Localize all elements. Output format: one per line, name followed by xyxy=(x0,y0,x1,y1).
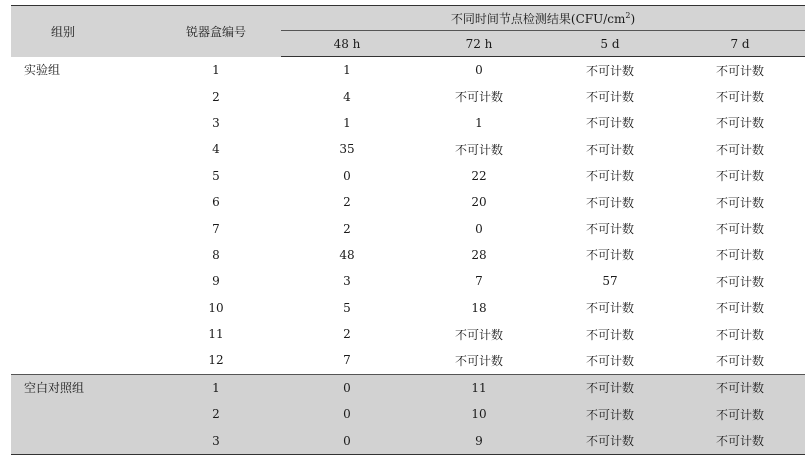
table-row xyxy=(11,57,805,84)
result-48h-cell: 0 xyxy=(281,427,413,454)
result-48h-cell: 1 xyxy=(343,115,351,130)
result-7d-cell: 不可计数 xyxy=(716,195,765,210)
table-row xyxy=(11,321,805,347)
table-row xyxy=(11,427,805,454)
result-5d-cell: 不可计数 xyxy=(585,248,634,263)
box-number-cell: 3 xyxy=(151,427,281,454)
table-header xyxy=(11,6,805,57)
table-row xyxy=(11,136,805,162)
box-number-cell: 7 xyxy=(212,221,220,236)
group-cell xyxy=(11,321,151,347)
result-48h-cell: 35 xyxy=(339,142,355,157)
result-48h-cell: 5 xyxy=(343,300,351,315)
result-5d-cell: 不可计数 xyxy=(585,301,634,316)
result-72h-cell: 0 xyxy=(475,63,483,78)
group-cell xyxy=(11,163,151,189)
box-number-cell: 5 xyxy=(212,168,220,183)
results-title: 不同时间节点检测结果(CFU/cm xyxy=(450,11,626,26)
result-7d-cell: 不可计数 xyxy=(716,116,765,131)
group-cell xyxy=(11,347,151,374)
result-48h-cell: 1 xyxy=(343,63,351,78)
result-48h-cell: 7 xyxy=(343,353,351,368)
table-row xyxy=(11,401,805,427)
box-number-cell: 9 xyxy=(212,274,220,289)
table-row xyxy=(11,163,805,189)
table-row xyxy=(11,189,805,215)
result-48h-cell: 48 xyxy=(339,247,355,262)
box-number-cell: 2 xyxy=(151,401,281,427)
table-row xyxy=(11,242,805,268)
result-72h-cell: 18 xyxy=(471,300,487,315)
group-label: 实验组 xyxy=(24,63,61,78)
result-48h-cell: 0 xyxy=(281,401,413,427)
result-48h-cell: 0 xyxy=(281,374,413,401)
result-5d-cell: 不可计数 xyxy=(585,169,634,184)
result-5d-cell: 不可计数 xyxy=(585,142,634,157)
result-72h-cell: 11 xyxy=(413,374,545,401)
timepoint-header-7d: 7 d xyxy=(675,31,805,57)
result-48h-cell: 2 xyxy=(343,195,351,210)
table-row xyxy=(11,374,805,401)
result-5d-cell: 不可计数 xyxy=(585,195,634,210)
result-5d-cell: 不可计数 xyxy=(585,327,634,342)
group-column-header: 组别 xyxy=(11,6,151,57)
result-72h-cell: 不可计数 xyxy=(454,90,503,105)
result-7d-cell: 不可计数 xyxy=(716,142,765,157)
timepoint-header-48h: 48 h xyxy=(281,31,413,57)
result-7d-cell: 不可计数 xyxy=(675,374,805,401)
result-7d-cell: 不可计数 xyxy=(716,90,765,105)
table-row xyxy=(11,110,805,136)
result-72h-cell: 22 xyxy=(471,168,487,183)
group-cell xyxy=(11,110,151,136)
table-row xyxy=(11,83,805,109)
result-72h-cell: 1 xyxy=(475,115,483,130)
result-72h-cell: 0 xyxy=(475,221,483,236)
group-cell xyxy=(11,189,151,215)
timepoint-header-5d: 5 d xyxy=(545,31,675,57)
result-48h-cell: 0 xyxy=(343,168,351,183)
results-table xyxy=(11,5,805,455)
box-number-cell: 12 xyxy=(208,353,224,368)
experimental-group-body xyxy=(11,57,805,375)
result-5d-cell: 57 xyxy=(602,274,618,289)
result-72h-cell: 10 xyxy=(413,401,545,427)
result-5d-cell: 不可计数 xyxy=(585,222,634,237)
result-7d-cell: 不可计数 xyxy=(675,401,805,427)
control-group-body xyxy=(11,374,805,454)
box-number-cell: 4 xyxy=(212,142,220,157)
box-number-cell: 2 xyxy=(212,89,220,104)
group-cell xyxy=(11,242,151,268)
result-7d-cell: 不可计数 xyxy=(716,248,765,263)
result-72h-cell: 28 xyxy=(471,247,487,262)
result-48h-cell: 4 xyxy=(343,89,351,104)
timepoint-header-72h: 72 h xyxy=(413,31,545,57)
result-72h-cell: 7 xyxy=(475,274,483,289)
group-cell xyxy=(11,401,151,427)
group-cell xyxy=(11,268,151,294)
result-5d-cell: 不可计数 xyxy=(545,427,675,454)
result-72h-cell: 不可计数 xyxy=(454,142,503,157)
table-row xyxy=(11,295,805,321)
results-title-superscript: 2 xyxy=(625,10,631,20)
group-cell xyxy=(11,215,151,241)
box-number-cell: 1 xyxy=(212,62,220,77)
box-number-cell: 1 xyxy=(151,374,281,401)
result-7d-cell: 不可计数 xyxy=(716,301,765,316)
result-7d-cell: 不可计数 xyxy=(716,274,765,289)
group-cell xyxy=(11,427,151,454)
box-number-cell: 11 xyxy=(208,327,224,342)
result-5d-cell: 不可计数 xyxy=(585,116,634,131)
group-cell xyxy=(11,295,151,321)
result-5d-cell: 不可计数 xyxy=(585,353,634,368)
results-title-close: ) xyxy=(630,11,636,26)
table-row xyxy=(11,347,805,374)
result-7d-cell: 不可计数 xyxy=(716,353,765,368)
result-48h-cell: 3 xyxy=(343,274,351,289)
result-72h-cell: 不可计数 xyxy=(454,353,503,368)
result-72h-cell: 不可计数 xyxy=(454,327,503,342)
group-cell xyxy=(11,83,151,109)
table-row xyxy=(11,268,805,294)
box-number-cell: 8 xyxy=(212,247,220,262)
group-cell xyxy=(11,136,151,162)
box-number-cell: 10 xyxy=(208,300,224,315)
result-7d-cell: 不可计数 xyxy=(716,169,765,184)
results-spanning-header xyxy=(281,6,805,31)
result-48h-cell: 2 xyxy=(343,221,351,236)
box-number-cell: 6 xyxy=(212,195,220,210)
result-72h-cell: 20 xyxy=(471,195,487,210)
result-7d-cell: 不可计数 xyxy=(675,427,805,454)
result-5d-cell: 不可计数 xyxy=(545,401,675,427)
group-label: 空白对照组 xyxy=(11,374,151,401)
result-5d-cell: 不可计数 xyxy=(585,63,634,78)
table-row xyxy=(11,215,805,241)
box-number-column-header: 锐器盒编号 xyxy=(151,6,281,57)
result-7d-cell: 不可计数 xyxy=(716,63,765,78)
result-7d-cell: 不可计数 xyxy=(716,327,765,342)
result-48h-cell: 2 xyxy=(343,327,351,342)
result-5d-cell: 不可计数 xyxy=(585,90,634,105)
result-72h-cell: 9 xyxy=(413,427,545,454)
box-number-cell: 3 xyxy=(212,115,220,130)
result-7d-cell: 不可计数 xyxy=(716,222,765,237)
result-5d-cell: 不可计数 xyxy=(545,374,675,401)
